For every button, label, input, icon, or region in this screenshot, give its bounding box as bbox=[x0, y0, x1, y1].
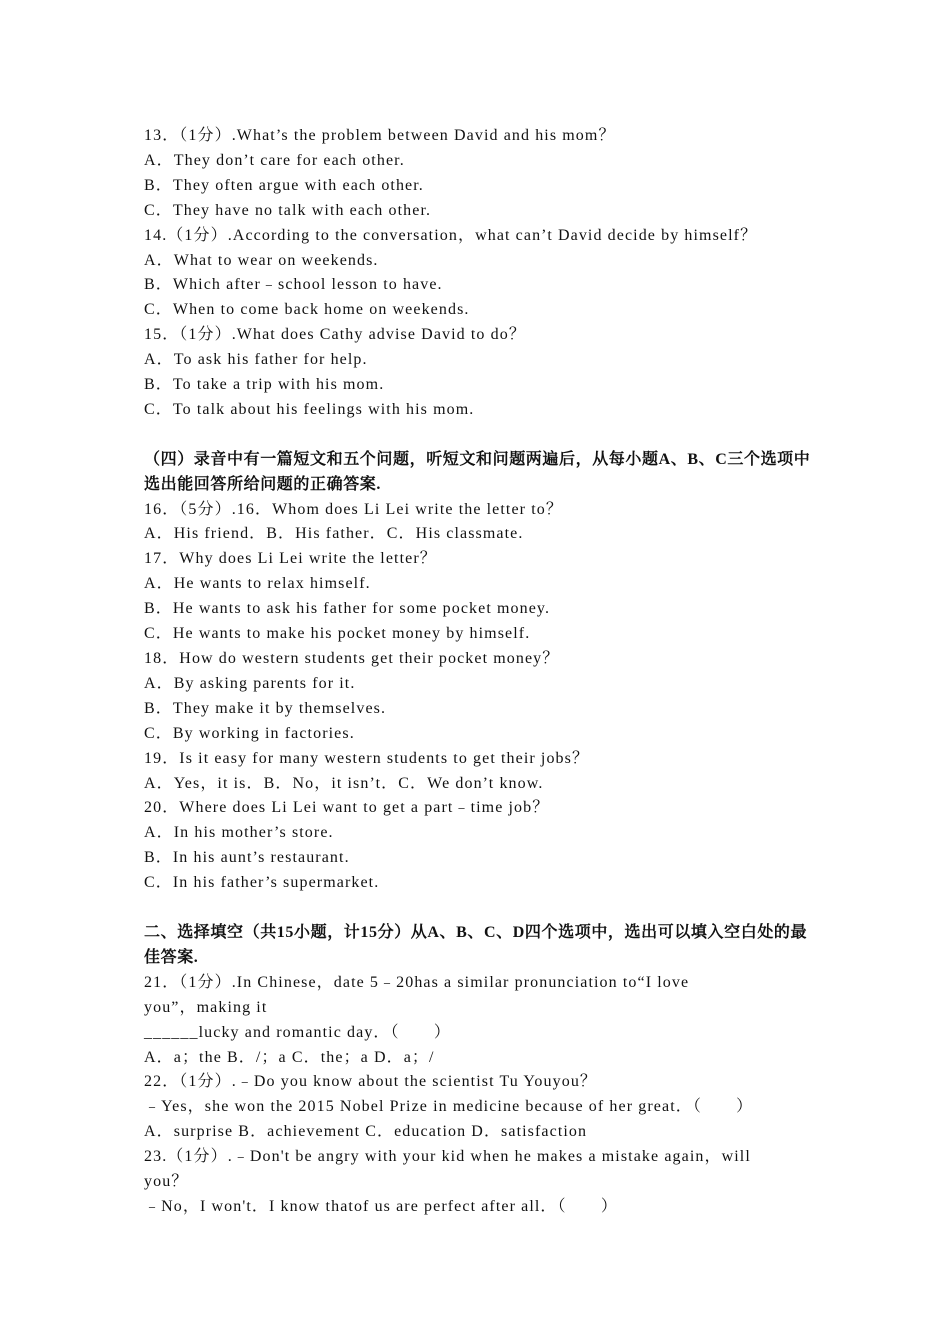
question-14-stem: 14.（1分）.According to the conversation，what can’t David decide by himself？ bbox=[144, 226, 758, 244]
question-18-option-a: A．By asking parents for it. bbox=[144, 674, 356, 692]
spacer bbox=[144, 423, 814, 448]
question-13-option-b: B．They often argue with each other. bbox=[144, 176, 424, 194]
question-23-stem-line-3: ﹣No，I won't．I know thatof us are perfect after all．（ ） bbox=[144, 1197, 618, 1215]
question-15 bbox=[144, 323, 814, 423]
question-13-stem: 13．（1分）.What’s the problem between David and his mom？ bbox=[144, 127, 616, 144]
question-20-option-b: B．In his aunt’s restaurant. bbox=[144, 849, 350, 867]
question-13 bbox=[144, 124, 814, 224]
question-17-stem: 17．Why does Li Lei write the letter？ bbox=[144, 550, 437, 568]
question-13-option-c: C．They have no talk with each other. bbox=[144, 201, 432, 219]
question-19-stem: 19．Is it easy for many western students to get their jobs？ bbox=[144, 749, 590, 767]
question-23-stem-line-2: you？ bbox=[144, 1173, 189, 1191]
question-15-option-a: A．To ask his father for help. bbox=[144, 351, 368, 369]
question-21-options: A．a；the B．/；a C．the；a D．a；/ bbox=[144, 1048, 435, 1066]
question-17-option-b: B．He wants to ask his father for some pocket money. bbox=[144, 600, 551, 618]
question-14-option-b: B．Which after﹣school lesson to have. bbox=[144, 276, 443, 294]
question-17-option-a: A．He wants to relax himself. bbox=[144, 575, 371, 593]
question-21-stem-line-3: ______lucky and romantic day．（ ） bbox=[144, 1023, 451, 1041]
question-16 bbox=[144, 498, 814, 548]
spacer bbox=[144, 896, 814, 921]
section-2-heading: 二、选择填空（共15小题，计15分）从A、B、C、D四个选项中，选出可以填入空白处的最佳答案. bbox=[144, 923, 808, 966]
question-22-options: A．surprise B．achievement C．education D．satisfaction bbox=[144, 1123, 588, 1141]
question-16-options: A．His friend．B．His father．C．His classmate. bbox=[144, 525, 524, 543]
question-20-stem: 20．Where does Li Lei want to get a part﹣time job？ bbox=[144, 799, 550, 817]
question-17 bbox=[144, 547, 814, 647]
question-19-options: A．Yes，it is．B．No，it isn’t．C．We don’t know. bbox=[144, 774, 544, 792]
question-15-option-c: C．To talk about his feelings with his mom. bbox=[144, 400, 475, 418]
question-13-option-a: A．They don’t care for each other. bbox=[144, 151, 405, 169]
question-20-option-c: C．In his father’s supermarket. bbox=[144, 874, 380, 892]
question-18-option-c: C．By working in factories. bbox=[144, 724, 355, 742]
question-20-option-a: A．In his mother’s store. bbox=[144, 824, 334, 842]
question-16-stem: 16．（5分）.16．Whom does Li Lei write the letter to？ bbox=[144, 500, 563, 518]
question-23-stem-line-1: 23.（1分）.﹣Don't be angry with your kid when he makes a mistake again，will bbox=[144, 1148, 751, 1166]
question-21-stem-line-1: 21．（1分）.In Chinese，date 5﹣20has a similar pronunciation to“I love bbox=[144, 973, 690, 991]
question-14-option-a: A．What to wear on weekends. bbox=[144, 251, 379, 269]
question-20 bbox=[144, 796, 814, 896]
question-18-stem: 18．How do western students get their pocket money？ bbox=[144, 650, 560, 668]
question-15-stem: 15．（1分）.What does Cathy advise David to do？ bbox=[144, 326, 526, 344]
document-page bbox=[144, 124, 814, 1220]
question-17-option-c: C．He wants to make his pocket money by himself. bbox=[144, 625, 531, 643]
question-21 bbox=[144, 971, 814, 1071]
question-19 bbox=[144, 747, 814, 797]
section-4-heading: （四）录音中有一篇短文和五个问题，听短文和问题两遍后，从每小题A、B、C三个选项中选出能回答所给问题的正确答案. bbox=[144, 450, 811, 493]
question-14-option-c: C．When to come back home on weekends. bbox=[144, 301, 470, 319]
question-22-stem-line-2: ﹣Yes，she won the 2015 Nobel Prize in medicine because of her great．（ ） bbox=[144, 1098, 754, 1116]
question-18-option-b: B．They make it by themselves. bbox=[144, 699, 387, 717]
question-14 bbox=[144, 224, 814, 324]
question-15-option-b: B．To take a trip with his mom. bbox=[144, 376, 385, 394]
question-22 bbox=[144, 1070, 814, 1145]
question-23 bbox=[144, 1145, 814, 1220]
question-18 bbox=[144, 647, 814, 747]
question-21-stem-line-2: you”，making it bbox=[144, 998, 268, 1016]
question-22-stem-line-1: 22．（1分）.﹣Do you know about the scientist Tu Youyou？ bbox=[144, 1073, 598, 1091]
